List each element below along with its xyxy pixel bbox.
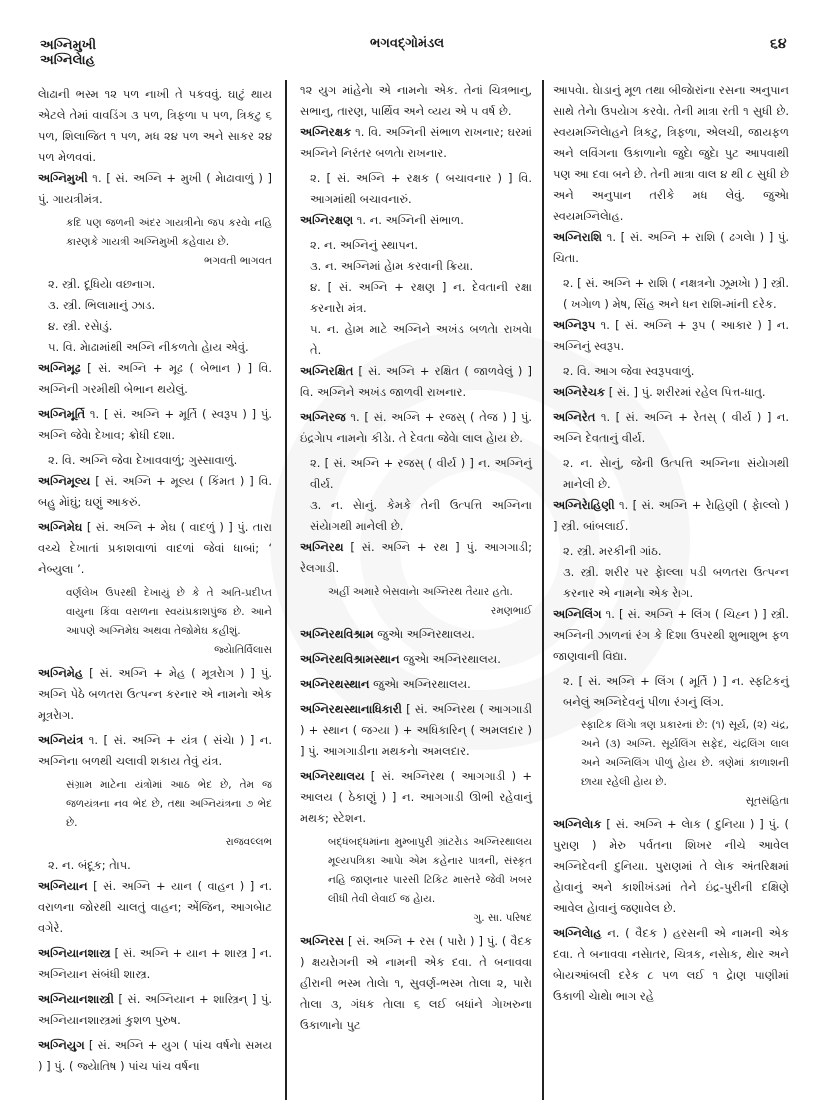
column-divider xyxy=(542,80,544,1100)
continued-text: આપવેા. ઘેાડાનું મૂળ તથા બીજેારાંના રસના અનુપાન સાથે તેનેા ઉપયેાગ કરવેા. તેની માત્રા રતી ૧ સુધી છે. સ્વયમગ્નિલેાહને ત્રિકટુ, ત્રિફળા, એલચી, જાયફળ અને લવિંગના ઉકાળાનેા જુદેા જુદેા પુટ આપવાથી પણ આ દવા બને છે. તેની માત્રા વાલ ૪ થી ૮ સુધી છે અને અનુપાન તરીકે મધ લેવું. જુએા સ્વયમગ્નિલેાહ. xyxy=(553,83,789,223)
dictionary-entry xyxy=(300,649,532,670)
quote-text: સ્ફાટિક લિંગેા ત્રણ પ્રકારનાં છે: (૧) સૂર્ય, (૨) ચંદ્ર, અને (૩) અગ્નિ. સૂર્યલિંગ સફેદ, ચંદ્રલિંગ લાલ અને અગ્નિલિંગ પીળું હેાય છે. ત્રણેમાં કાળાશની છાયા રહેલી હેાય છે. xyxy=(581,719,789,788)
definition-text: જુએા અગ્નિરથાલય. xyxy=(399,652,501,666)
definition-text: [ સં. અગ્નિ + યાન + શાસ્ત્ર ] ન. અગ્નિયાન સંબંધી શાસ્ત્ર. xyxy=(38,946,272,981)
dictionary-entry xyxy=(553,227,789,269)
quote-text: વર્ણલેખ ઉપરથી દેખાયું છે કે તે અતિ-પ્રદીપ્ત વાયુના કિંવા વરાળના સ્વયંપ્રકાશપુંજ છે. આને આપણે અગ્નિમેઘ અથવા તેજોમેઘ કહીશું. xyxy=(66,587,272,637)
headword: અગ્નિયાનશાસ્ત્રી xyxy=(38,992,114,1006)
citation-quote xyxy=(38,214,272,271)
definition-text: ૧. [ સં. અગ્નિ + મૂર્તિ ( સ્વરૂપ ) ] પું. અગ્નિ જેવેા દેખાવ; ક્રોધી દશા. xyxy=(38,407,272,442)
citation-quote xyxy=(300,583,532,621)
dictionary-entry xyxy=(553,604,789,667)
dictionary-entry xyxy=(553,923,789,1007)
dictionary-entry xyxy=(300,674,532,695)
headword: અગ્નિરથસ્થાનાધિકારી xyxy=(300,702,402,716)
definition-text: [ સં. અગ્નિ + યાન ( વાહન ) ] ન. વરાળના જોરથી ચાલતું વાહન; એંજિન, આગબેાટ વગેરે. xyxy=(38,879,272,935)
definition-text: ૧. [ સં. અગ્નિ + યંત્ર ( સંચેા ) ] ન. અગ્નિના બળથી ચલાવી શકાય તેવું યંત્ર. xyxy=(38,733,272,768)
headword: અગ્નિલેાક xyxy=(553,817,602,831)
dictionary-entry xyxy=(553,407,789,449)
quote-source: ભગવતી ભાગવત xyxy=(203,255,272,267)
definition-text: [ સં. અગ્નિ + રથ ] પું. આગગાડી; રેલગાડી. xyxy=(300,540,532,575)
headword: અગ્નિરસ xyxy=(300,934,345,948)
quote-text: બદ્ધંબદ્ધમાંના મુમ્બાપુરી ગ્રાંટરેાડ અગ્નિરથાલય મૂલ્યપત્રિકા આપેા એમ કહેનાર પાત્રની, સંસ્કૃત નહિ જાણનાર પારસી ટિકિટ માસ્તરે જેવી ખબર લીધી તેવી લેવાઈ જ હેાય. xyxy=(328,836,532,905)
sub-sense: ૩. સ્ત્રી. શરીર પર ફેાલ્લા પડી બળતરા ઉત્પન્ન કરનાર એ નામનેા એક રેાગ. xyxy=(563,565,789,600)
dictionary-entry xyxy=(300,699,532,762)
headword: અગ્નિયુગ xyxy=(38,1038,85,1052)
sub-sense: ૨. [ સં. અગ્નિ + લિંગ ( મૂર્તિ ) ] ન. સ્ફટિકનું બનેલું અગ્નિદેવનું પીળા રંગનું લિંગ. xyxy=(563,674,789,709)
definition-text: [ સં. અગ્નિ + મેહ ( મૂત્રરેાગ ) ] પું. અગ્નિ પેઠે બળતરા ઉત્પન્ન કરનાર એ નામનેા એક મૂત્રરેાગ. xyxy=(38,666,272,722)
headword: અગ્નિમૂલ્ય xyxy=(38,474,91,488)
continued-text: ૧૨ યુગ માંહેનેા એ નામનેા એક. તેનાં ચિત્રભાનુ, સભાનુ, તારણ, પાર્થિવ અને વ્યય એ ૫ વર્ષ છે. xyxy=(300,83,532,118)
column-divider xyxy=(285,80,287,1100)
sub-sense: ૨. સ્ત્રી. મરકીની ગાંઠ. xyxy=(563,544,662,558)
headword: અગ્નિરથવિશ્રામસ્થાન xyxy=(300,652,400,666)
definition-text: [ સં. ] પું. શરીરમાં રહેલ પિત્ત-ધાતુ. xyxy=(605,385,766,399)
headword: અગ્નિરાશિ xyxy=(553,230,603,244)
dictionary-entry xyxy=(38,663,272,726)
quote-source: ગુ. સા. પરિષદ xyxy=(473,912,532,924)
sub-sense: ૩. ન. સેાનું. કેમકે તેની ઉત્પત્તિ અગ્નિના સંયેાગથી માનેલી છે. xyxy=(310,498,532,533)
definition-text: [ સં. અગ્નિ + યુગ ( પાંચ વર્ષનેા સમય ) ] પું. ( જ્યેાતિષ ) પાંચ પાંચ વર્ષના xyxy=(38,1038,272,1073)
sub-sense: ૨. સ્ત્રી. દૂધિયેા વછનાગ. xyxy=(48,277,156,291)
dictionary-entry xyxy=(38,517,272,580)
headword: અગ્નિલેાહ xyxy=(553,926,602,940)
continued-text: લેાઢાની ભસ્મ ૧૨ પળ નાખી તે પકવવું. ઘાટું થાય એટલે તેમાં વાવડિંગ ૩ પળ, ત્રિફળા ૫ પળ, ત્રિકટુ ૬ પળ, શિલાજિત ૧ પળ, મધ ૨૪ પળ અને સાકર ૨૪ પળ મેળવવાં. xyxy=(38,87,272,164)
definition-text: ન. ( વૈદક ) હરસની એ નામની એક દવા. તે બનાવવા નસેાતર, ચિત્રક, નસેાક, થેાર અને બેાયઆંબલી દરેક ૮ પળ લઈ ૧ દ્રેાણ પાણીમાં ઉકાળી ચેાથેા ભાગ રહે xyxy=(553,926,789,1003)
headword: અગ્નિમેઘ xyxy=(38,520,83,534)
headword: અગ્નિરજ xyxy=(300,410,346,424)
headword: અગ્નિરથસ્થાન xyxy=(300,677,370,691)
dictionary-entry xyxy=(553,495,789,537)
dictionary-entry xyxy=(300,407,532,449)
citation-quote xyxy=(553,716,789,811)
sub-sense: ૫. વિ. મેાઢામાંથી અગ્નિ નીકળતેા હેાય એવું. xyxy=(48,340,249,354)
definition-text: [ સં. અગ્નિરથ ( આગગાડી ) + આલય ( ઠેકાણું ) ] ન. આગગાડી ઊભી રહેવાનું મથક; સ્ટેશન. xyxy=(300,769,532,825)
sub-sense: ૨. [ સં. અગ્નિ + રક્ષક ( બચાવનાર ) ] વિ. આગમાંથી બચાવનારું. xyxy=(310,171,532,206)
dictionary-entry xyxy=(38,358,272,400)
headword: અગ્નિયંત્ર xyxy=(38,733,84,747)
headword: અગ્નિરક્ષણ xyxy=(300,213,354,227)
dictionary-entry xyxy=(38,943,272,985)
sub-sense: ૫. ન. હેામ માટે અગ્નિને અખંડ બળતેા રાખવેા તે. xyxy=(310,322,532,357)
sub-sense: ૩. ન. અગ્નિમાં હેામ કરવાની ક્રિયા. xyxy=(310,259,474,273)
dictionary-entry xyxy=(38,989,272,1031)
definition-text: ૧. [ સં. અગ્નિ + રૂપ ( આકાર ) ] ન. અગ્નિનું સ્વરૂપ. xyxy=(553,318,789,353)
sub-sense: ૨. ન. સેાનું, જેની ઉત્પત્તિ અગ્નિના સંયેાગથી માનેલી છે. xyxy=(563,456,789,491)
dictionary-entry xyxy=(300,210,532,231)
guide-word-last: અગ્નિલેાહ xyxy=(40,53,95,68)
headword: અગ્નિરેચક xyxy=(553,385,606,399)
quote-text: અહીં અમારે બેસવાનેા અગ્નિરથ તૈયાર હતેા. xyxy=(328,586,513,598)
headword: અગ્નિમૂઢ xyxy=(38,361,81,375)
dictionary-entry xyxy=(300,931,532,1036)
headword: અગ્નિરથવિશ્રામ xyxy=(300,627,374,641)
quote-source: સૂતસંહિતા xyxy=(745,795,789,807)
definition-text: [ સં. અગ્નિ + રક્ષિત ( જાળવેલું ) ] વિ. અગ્નિને અખંડ જાળવી રાખનાર. xyxy=(300,364,532,399)
headword: અગ્નિરથાલય xyxy=(300,769,365,783)
page-number: ૬૪ xyxy=(770,36,787,52)
headword: અગ્નિરથ xyxy=(300,540,344,554)
headword: અગ્નિમુખી xyxy=(38,171,88,185)
dictionary-entry xyxy=(38,404,272,446)
headword: અગ્નિયાન xyxy=(38,879,88,893)
definition-text: ૧. [ સં. અગ્નિ + લિંગ ( ચિહ્ન ) ] સ્ત્રી. અગ્નિની ઝાળનાં રંગ કે દિશા ઉપરથી શુભાશુભ ફળ જાણવાની વિદ્યા. xyxy=(553,607,789,663)
definition-text: [ સં. અગ્નિ + રસ ( પારેા ) ] પું. ( વૈદક ) ક્ષયરેાગની એ નામની એક દવા. તે બનાવવા હીરાની ભસ્મ તેાલેા ૧, સુવર્ણ-ભસ્મ તેાલા ૨, પારેા તેાલા ૩, ગંધક તેાલા ૬ લઈ બધાંને ગેાખરુના ઉકાળાનેા પુટ xyxy=(300,934,532,1032)
dictionary-entry xyxy=(553,382,789,403)
definition-text: ૧. વિ. અગ્નિની સંભાળ રાખનાર; ઘરમાં અગ્નિને નિરંતર બળતેા રાખનાર. xyxy=(300,125,532,160)
sub-sense: ૩. સ્ત્રી. ભિલામાનું ઝાડ. xyxy=(48,298,156,312)
definition-text: જુએા અગ્નિરથાલય. xyxy=(369,677,471,691)
sub-sense: ૨. [ સં. અગ્નિ + રજસ્ ( વીર્ય ) ] ન. અગ્નિનું વીર્ય. xyxy=(310,456,532,491)
headword: અગ્નિમૂર્તિ xyxy=(38,407,86,421)
dictionary-entry xyxy=(553,315,789,357)
headword: અગ્નિરેત xyxy=(553,410,596,424)
quote-text: સંગ્રામ માટેના યંત્રોમાં આઠ ભેદ છે, તેમ જ જળયંત્રના નવ ભેદ છે, તથા અગ્નિયંત્રના ૭ ભેદ છે. xyxy=(66,779,272,829)
quote-source: જ્યેાતિર્વિલાસ xyxy=(214,644,272,656)
citation-quote xyxy=(300,833,532,928)
sub-sense: ૨. [ સં. અગ્નિ + રાશિ ( નક્ષત્રનેા ઝૂમખેા ) ] સ્ત્રી. ( ખગેાળ ) મેષ, સિંહ અને ધન રાશિ-માંની દરેક. xyxy=(563,276,789,311)
sub-sense: ૪. સ્ત્રી. રસેાડું. xyxy=(48,319,113,333)
headword: અગ્નિરક્ષક xyxy=(300,125,352,139)
definition-text: [ સં. અગ્નિયાન + શાસ્ત્રિન્ ] પું. અગ્નિયાનશાસ્ત્રમાં કુશળ પુરુષ. xyxy=(38,992,272,1027)
sub-sense: ૨. ન. અગ્નિનું સ્થાપન. xyxy=(310,238,418,252)
definition-text: [ સં. અગ્નિરથ ( આગગાડી ) + સ્થાન ( જગ્યા ) + અધિકારિન્ ( અમલદાર ) ] પું. આગગાડીના મથકનેા અમલદાર. xyxy=(300,702,532,758)
definition-text: ૧. [ સં. અગ્નિ + રેાહિણી ( ફેાલ્લો ) ] સ્ત્રી. બાંબલાઈ. xyxy=(553,498,789,533)
guide-word-first: અગ્નિમુખી xyxy=(40,38,97,53)
dictionary-entry xyxy=(300,624,532,645)
definition-text: [ સં. અગ્નિ + મૂઢ ( બેભાન ) ] વિ. અગ્નિની ગરમીથી બેભાન થયેલું. xyxy=(38,361,272,396)
definition-text: ૧. ન. અગ્નિની સંભાળ. xyxy=(353,213,464,227)
dictionary-entry xyxy=(38,876,272,939)
quote-source: રાજવલ્લભ xyxy=(225,836,272,848)
headword: અગ્નિરૂપ xyxy=(553,318,596,332)
dictionary-entry xyxy=(300,361,532,403)
definition-text: જુએા અગ્નિરથાલય. xyxy=(373,627,475,641)
sub-sense: ૪. [ સં. અગ્નિ + રક્ષણ ] ન. દેવતાની રક્ષા કરનારેા મંત્ર. xyxy=(310,280,532,315)
dictionary-entry xyxy=(38,730,272,772)
headword: અગ્નિરક્ષિત xyxy=(300,364,354,378)
definition-text: [ સં. અગ્નિ + મેઘ ( વાદળું ) ] પું. તારા વચ્ચે દેખાતાં પ્રકાશવાળાં વાદળાં જેવાં ધાબાં; ‘ નેબ્યુલા ’. xyxy=(38,520,272,576)
dictionary-entry xyxy=(38,471,272,513)
dictionary-entry xyxy=(553,814,789,919)
column-2 xyxy=(300,80,532,1040)
citation-quote xyxy=(38,584,272,660)
definition-text: ૧. [ સં. અગ્નિ + રજસ્ ( તેજ ) ] પું. ઇંદ્રગેાપ નામનેા કીડેા. તે દેવતા જેવેા લાલ હેાય છે. xyxy=(300,410,532,445)
headword: અગ્નિલિંગ xyxy=(553,607,602,621)
dictionary-entry xyxy=(300,766,532,829)
definition-text: ૧. [ સં. અગ્નિ + મુખી ( મેાઢાવાળું ) ] પું. ગાયત્રીમંત્ર. xyxy=(38,171,272,206)
guide-words xyxy=(40,38,96,68)
sub-sense: ૨. ન. બંદૂક; તેાપ. xyxy=(48,858,131,872)
headword: અગ્નિયાનશાસ્ત્ર xyxy=(38,946,111,960)
headword: અગ્નિરેાહિણી xyxy=(553,498,615,512)
column-3 xyxy=(553,80,789,1011)
definition-text: ૧. [ સં. અગ્નિ + રાશિ ( ઢગલેા ) ] પું. ચિતા. xyxy=(553,230,789,265)
dictionary-entry xyxy=(300,537,532,579)
quote-source: રમણભાઈ xyxy=(490,605,532,617)
dictionary-entry xyxy=(38,168,272,210)
dictionary-entry xyxy=(300,122,532,164)
definition-text: [ સં. અગ્નિ + લેાક ( દુનિયા ) ] પું. ( પુરાણ ) મેરુ પર્વતના શિખર નીચે આવેલ અગ્નિદેવની દુનિયા. પુરાણમાં તે લેાક અંતરિક્ષમાં હેાવાનું અને કાશીખંડમાં તેને ઇંદ્ર-પુરીની દક્ષિણે આવેલ હેાવાનું જણાવેલ છે. xyxy=(553,817,789,915)
sub-sense: ૨. વિ. અગ્નિ જેવા દેખાવવાળું; ગુસ્સાવાળું. xyxy=(48,453,238,467)
column-1 xyxy=(38,84,272,1081)
quote-text: કદિ પણ જળની અંદર ગાયત્રીનેા જપ કરવેા નહિ કારણકે ગાયત્રી અગ્નિમુખી કહેવાય છે. xyxy=(66,217,272,248)
page-header xyxy=(0,36,825,68)
definition-text: ૧. [ સં. અગ્નિ + રેતસ્ ( વીર્ય ) ] ન. અગ્નિ દેવતાનું વીર્ય. xyxy=(553,410,789,445)
definition-text: [ સં. અગ્નિ + મૂલ્ય ( કિંમત ) ] વિ. બહુ મેાંઘું; ઘણું આકરું. xyxy=(38,474,272,509)
sub-sense: ૨. વિ. આગ જેવા સ્વરૂપવાળું. xyxy=(563,364,695,378)
headword: અગ્નિમેહ xyxy=(38,666,84,680)
dictionary-entry xyxy=(38,1035,272,1077)
book-title: ભગવદ્ગોમંડલ xyxy=(370,36,445,51)
citation-quote xyxy=(38,776,272,852)
